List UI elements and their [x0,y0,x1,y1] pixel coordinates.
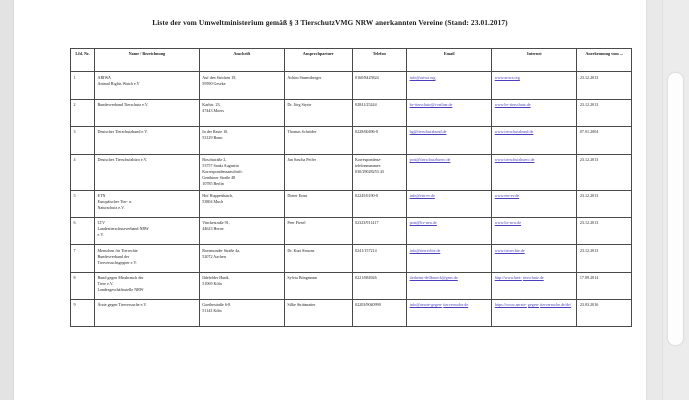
cell-nr: 1 [71,72,95,99]
internet-link[interactable]: www.ltv-nrw.de [494,220,522,226]
cell-nr: 9 [71,300,95,327]
table-row [71,127,632,154]
cell-contact: Dieter Ernst [284,190,352,217]
internet-link[interactable]: www.tierschutzbuero.de [494,156,535,162]
cell-phone: 02203/9040990 [352,300,407,327]
cell-recognition-date: 23.03.2016 [577,300,632,327]
column-header-nr: Lfd. Nr. [71,49,95,72]
cell-name [95,72,200,99]
cell-nr: 8 [71,272,95,299]
cell-email [407,72,492,99]
cell-recognition-date: 23.12.2013 [577,217,632,244]
cell-recognition-date: 23.12.2013 [577,99,632,126]
table-row [71,300,632,327]
name-line: Ärzte gegen Tierversuche e.V. [97,302,147,308]
email-link[interactable]: info@tierrechte.de [409,247,441,253]
cell-recognition-date: 17.09.2014 [577,272,632,299]
internet-link[interactable]: www.bv-tierschutz.de [494,101,531,107]
name-line: Tierversuchsgegner e.V. [97,259,137,265]
cell-contact: Dr. Kurt Simons [284,245,352,272]
cell-internet [492,127,577,154]
name-line: Naturschutz e.V. [97,205,125,211]
address-line: Auf den Stricken 19, [202,74,237,80]
cell-contact: Peer Fiesel [284,217,352,244]
cell-nr: 7 [71,245,95,272]
name-line: Landestierschutzverband NRW [97,226,149,232]
cell-contact: Achim Stumstberger [284,72,352,99]
cell-address [199,190,284,217]
cell-name [95,245,200,272]
name-line: Bundesverband der [97,253,130,259]
name-line: Animal Rights Watch e.V [97,80,140,86]
cell-nr: 4 [71,154,95,190]
table-row [71,272,632,299]
cell-internet [492,245,577,272]
cell-name [95,217,200,244]
cell-recognition-date: 23.12.2013 [577,154,632,190]
address-line: Ildefelder Hardt, [202,274,230,280]
table-header-row [71,49,632,72]
email-link[interactable]: info@aerzte-gegen- [409,302,443,308]
internet-link[interactable]: http://www.bmt- [494,274,522,280]
name-line: ARIWA [97,74,111,80]
address-line: 53129 Bonn [202,135,223,141]
cell-contact: Jan Sascha Peifer [284,154,352,190]
internet-link[interactable]: tierschutz.de [522,274,544,280]
name-line: Bundesverband Tierschutz e.V. [97,101,149,107]
phone-label: telefonnummer: [355,162,382,168]
column-header-name: Name / Bezeichnung [95,49,200,72]
address-line: Roermonder Straße 4a, [202,247,241,253]
internet-link[interactable]: www.ariwa.org [494,74,520,80]
cell-phone: 02841/25244 [352,99,407,126]
cell-phone: 0160/8425824 [352,72,407,99]
cell-nr: 5 [71,190,95,217]
cell-email [407,190,492,217]
scrollbar-thumb[interactable] [667,72,684,346]
cell-internet [492,190,577,217]
cell-internet [492,154,577,190]
cell-phone: 0241/157214 [352,245,407,272]
name-line: LTV [97,220,106,226]
cell-name [95,99,200,126]
email-link[interactable]: tierversuche.de [443,302,469,308]
cell-email [407,272,492,299]
cell-email [407,154,492,190]
cell-name [95,272,200,299]
internet-link[interactable]: www.tierrechte.de [494,247,525,253]
cell-internet [492,72,577,99]
email-link[interactable]: tierheim-dellbrueck@gmx.de [409,274,458,280]
name-line: e.V. [97,232,104,238]
vertical-scrollbar[interactable] [662,0,689,400]
address-extra-label: Korrespondenzanschrift: [202,168,243,174]
cell-contact: Thomas Schröder [284,127,352,154]
cell-recognition-date: 23.12.2013 [577,190,632,217]
cell-email [407,99,492,126]
table-row [71,190,632,217]
cell-address [199,72,284,99]
associations-table [70,48,632,327]
cell-contact: Dr. Jörg Styrie [284,99,352,126]
table-row [71,72,632,99]
phone-number: 030/29028253 43 [355,168,384,174]
internet-link[interactable]: https://www.aerzte- [494,302,527,308]
cell-internet [492,217,577,244]
address-line: In der Raste 10, [202,129,229,135]
cell-address [199,217,284,244]
name-line: Deutscher Tierschutzbund e.V. [97,129,148,135]
name-line: Tiere e.V. [97,281,114,287]
address-line: Goethestraße 6-8 [202,302,231,308]
cell-recognition-date: 23.12.2013 [577,245,632,272]
cell-phone: 0228/60496-0 [352,127,407,154]
email-link[interactable]: post@ltv-nrw.de [409,220,437,226]
email-link[interactable]: post@tierschutzbuero.de [409,156,451,162]
address-line: Vinckestraße 91, [202,220,230,226]
cell-internet [492,272,577,299]
column-header-internet: Internet [492,49,577,72]
name-line: Bund gegen Missbrauch der [97,274,144,280]
address-line: 52072 Aachen [202,253,226,259]
internet-link[interactable]: www.etn-ev.de [494,192,520,198]
address-line: Genthiner Straße 48 [202,175,236,181]
cell-name [95,190,200,217]
email-link[interactable]: info@etn-ev.de [409,192,435,198]
table-row [71,99,632,126]
cell-name [95,154,200,190]
address-line: 59590 Geseke [202,80,226,86]
cell-address [199,272,284,299]
cell-internet [492,300,577,327]
cell-address [199,300,284,327]
cell-internet [492,99,577,126]
cell-recognition-date: 23.12.2013 [577,72,632,99]
internet-link[interactable]: gegen- [527,302,540,308]
cell-address [199,245,284,272]
cell-email [407,217,492,244]
cell-contact: Sylvia Böngmann [284,272,352,299]
cell-contact: Silke Strittmatter [284,300,352,327]
column-header-email: Email [407,49,492,72]
cell-address [199,127,284,154]
email-link[interactable]: bv-tierschutz@t-online.de [409,101,453,107]
address-line: Karlstr. 23, [202,101,221,107]
cell-recognition-date: 07.01.2004 [577,127,632,154]
cell-phone: 0221/684926 [352,272,407,299]
phone-label: Korrespondenz- [355,156,382,162]
column-header-contact: Ansprechpartner [284,49,352,72]
internet-link[interactable]: tierversuche.de/de/ [540,302,572,308]
table-row [71,245,632,272]
address-line: 47443 Moers [202,108,224,114]
name-line: ETN [97,192,106,198]
address-line: 51069 Köln [202,281,222,287]
cell-email [407,300,492,327]
cell-address [199,99,284,126]
email-link[interactable]: info@ariwa.org [409,74,436,80]
internet-link[interactable]: www.tierschutzbund.de [494,129,534,135]
cell-nr: 6 [71,217,95,244]
cell-email [407,127,492,154]
address-line: 44623 Herne [202,226,224,232]
name-line: Europäischer Tier- u. [97,198,133,204]
table-row [71,154,632,190]
cell-nr: 2 [71,99,95,126]
address-line: Hof Huppenbusch, [202,192,234,198]
address-line: 51143 Köln [202,308,222,314]
table-row [71,217,632,244]
address-line: 10785 Berlin [202,181,224,187]
cell-phone: 02245/6190-0 [352,190,407,217]
name-line: Deutsches Tierschutzbüro e.V. [97,156,148,162]
address-line: 53757 Sankt Augustin [202,162,239,168]
cell-phone: 02323/911417 [352,217,407,244]
cell-email [407,245,492,272]
column-header-recognition: Anerkennung vom ... [577,49,632,72]
document-page [14,0,646,400]
column-header-address: Anschrift [199,49,284,72]
cell-name [95,127,200,154]
page-left-gutter [0,0,15,400]
address-line: Boschstraße 2, [202,156,227,162]
column-header-phone: Telefon [352,49,407,72]
email-link[interactable]: bg@tierschutzbund.de [409,129,447,135]
name-line: Landesgeschäftsstelle NRW [97,287,144,293]
cell-phone [352,154,407,190]
address-line: 53804 Much [202,198,224,204]
cell-nr: 3 [71,127,95,154]
cell-name [95,300,200,327]
cell-address [199,154,284,190]
page-title: Liste der vom Umweltministerium gemäß § 3 TierschutzVMG NRW anerkannten Vereine (Stand: 23.01.2017) [152,18,508,27]
name-line: Menschen für Tierrechte [97,247,138,253]
